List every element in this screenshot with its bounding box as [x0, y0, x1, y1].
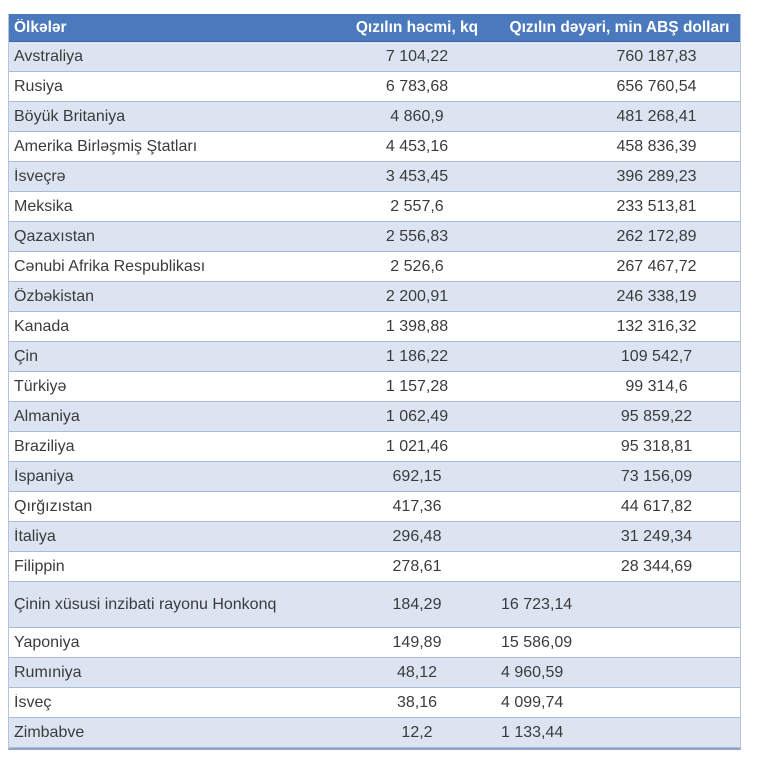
table-row — [9, 492, 740, 522]
gold-volume-cell: 184,29 — [392, 595, 442, 613]
country-cell: Rusiya — [14, 77, 63, 95]
gold-volume-cell: 12,2 — [401, 723, 433, 741]
gold-value-cell: 656 760,54 — [616, 77, 697, 95]
table-row — [9, 432, 740, 462]
column-header-countries: Ölkələr — [14, 18, 67, 36]
country-cell: Özbəkistan — [14, 287, 95, 305]
gold-volume-cell: 6 783,68 — [385, 77, 449, 95]
country-cell: Yaponiya — [14, 633, 80, 651]
country-cell: İtaliya — [14, 527, 56, 545]
gold-volume-cell: 3 453,45 — [385, 167, 449, 185]
gold-volume-cell: 278,61 — [392, 557, 442, 575]
gold-volume-cell: 296,48 — [392, 527, 442, 545]
gold-volume-cell: 2 526,6 — [390, 257, 444, 275]
table-body — [9, 42, 740, 748]
gold-volume-cell: 1 157,28 — [385, 377, 449, 395]
gold-volume-cell: 1 062,49 — [385, 407, 449, 425]
table-row — [9, 582, 740, 628]
gold-volume-cell: 2 556,83 — [385, 227, 449, 245]
country-cell: İsveç — [14, 693, 52, 711]
table-row — [9, 72, 740, 102]
gold-value-cell: 1 133,44 — [501, 723, 564, 741]
gold-volume-cell: 1 398,88 — [385, 317, 449, 335]
table-row — [9, 522, 740, 552]
gold-value-cell: 481 268,41 — [616, 107, 697, 125]
gold-value-cell: 4 099,74 — [501, 693, 564, 711]
country-cell: Kanada — [14, 317, 70, 335]
table-row — [9, 688, 740, 718]
table-row — [9, 132, 740, 162]
country-cell: Almaniya — [14, 407, 80, 425]
gold-volume-cell: 692,15 — [392, 467, 442, 485]
gold-volume-cell: 2 557,6 — [390, 197, 444, 215]
gold-volume-cell: 1 186,22 — [385, 347, 449, 365]
gold-volume-cell: 38,16 — [396, 693, 438, 711]
gold-volume-cell: 7 104,22 — [385, 47, 449, 65]
country-cell: Amerika Birləşmiş Ştatları — [14, 137, 198, 155]
gold-volume-cell: 4 860,9 — [390, 107, 444, 125]
table-row — [9, 162, 740, 192]
gold-volume-cell: 2 200,91 — [385, 287, 449, 305]
table-row — [9, 192, 740, 222]
country-cell: Braziliya — [14, 437, 75, 455]
gold-value-cell: 15 586,09 — [501, 633, 573, 651]
table-row — [9, 628, 740, 658]
gold-value-cell: 99 314,6 — [625, 377, 688, 395]
gold-value-cell: 28 344,69 — [620, 557, 693, 575]
gold-value-cell: 396 289,23 — [616, 167, 697, 185]
table-row — [9, 402, 740, 432]
gold-reserves-table — [8, 14, 741, 750]
country-cell: Cənubi Afrika Respublikası — [14, 257, 206, 275]
gold-value-cell: 95 859,22 — [620, 407, 693, 425]
table-row — [9, 372, 740, 402]
country-cell: Qırğızıstan — [14, 497, 93, 515]
gold-volume-cell: 417,36 — [392, 497, 442, 515]
table-row — [9, 718, 740, 748]
country-cell: Türkiyə — [14, 377, 67, 395]
gold-value-cell: 95 318,81 — [620, 437, 693, 455]
table-row — [9, 222, 740, 252]
gold-value-cell: 132 316,32 — [616, 317, 697, 335]
country-cell: Çin — [14, 347, 39, 365]
column-header-gold-value: Qızılın dəyəri, min ABŞ dolları — [509, 18, 730, 36]
country-cell: Rumıniya — [14, 663, 82, 681]
gold-value-cell: 4 960,59 — [501, 663, 564, 681]
table-row — [9, 462, 740, 492]
gold-volume-cell: 4 453,16 — [385, 137, 449, 155]
country-cell: İsveçrə — [14, 167, 66, 185]
gold-value-cell: 458 836,39 — [616, 137, 697, 155]
gold-volume-cell: 149,89 — [392, 633, 442, 651]
country-cell: İspaniya — [14, 467, 74, 485]
gold-value-cell: 233 513,81 — [616, 197, 697, 215]
country-cell: Zimbabve — [14, 723, 85, 741]
table-row — [9, 282, 740, 312]
country-cell: Meksika — [14, 197, 73, 215]
country-cell: Avstraliya — [14, 47, 84, 65]
table-row — [9, 342, 740, 372]
table-row — [9, 552, 740, 582]
table-row — [9, 252, 740, 282]
gold-value-cell: 262 172,89 — [616, 227, 697, 245]
table-row — [9, 658, 740, 688]
gold-volume-cell: 48,12 — [396, 663, 438, 681]
table-row — [9, 312, 740, 342]
gold-value-cell: 73 156,09 — [620, 467, 693, 485]
country-cell: Böyük Britaniya — [14, 107, 126, 125]
gold-value-cell: 246 338,19 — [616, 287, 697, 305]
table-row — [9, 42, 740, 72]
gold-value-cell: 267 467,72 — [616, 257, 697, 275]
country-cell: Qazaxıstan — [14, 227, 95, 245]
gold-volume-cell: 1 021,46 — [385, 437, 449, 455]
gold-value-cell: 16 723,14 — [501, 595, 573, 613]
table-header-row — [9, 14, 740, 42]
table-row — [9, 102, 740, 132]
gold-value-cell: 31 249,34 — [620, 527, 693, 545]
country-cell: Filippin — [14, 557, 65, 575]
gold-value-cell: 44 617,82 — [620, 497, 693, 515]
column-header-gold-volume: Qızılın həcmi, kq — [355, 18, 479, 36]
gold-value-cell: 760 187,83 — [616, 47, 697, 65]
gold-value-cell: 109 542,7 — [620, 347, 693, 365]
country-cell: Çinin xüsusi inzibati rayonu Honkonq — [14, 595, 277, 613]
